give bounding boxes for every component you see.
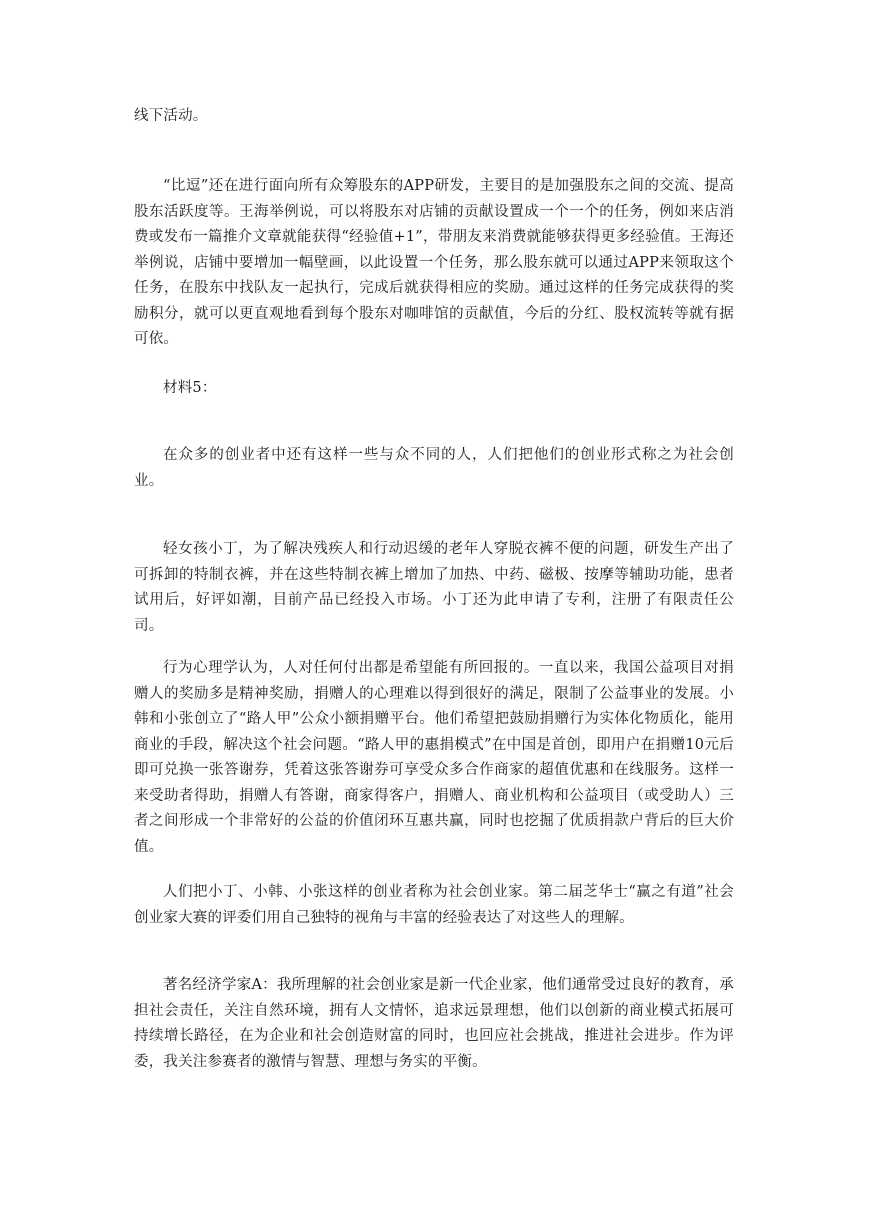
paragraph-social-entrepreneurship: 在众多的创业者中还有这样一些与众不同的人，人们把他们的创业形式称之为社会创业。: [134, 447, 734, 489]
paragraph-bidou-app: “比逗”还在进行面向所有众筹股东的APP研发，主要目的是加强股东之间的交流、提高股东活跃度等。王海举例说，可以将股东对店铺的贡献设置成一个一个的任务，例如来店消费或发布一篇推介文章就能获得“经验值+1”，带朋友来消费就能够获得更多经验值。王海还举例说，店铺中要增加一幅壁画，以此设置一个任务，那么股东就可以通过APP来领取这个任务，在股东中找队友一起执行，完成后就获得相应的奖励。通过这样的任务完成获得的奖励积分，就可以更直观地看到每个股东对咖啡馆的贡献值，今后的分红、股权流转等就有据可依。: [134, 178, 734, 347]
paragraph-continuation: 线下活动。: [134, 108, 208, 124]
paragraph-social-entrepreneurs: 人们把小丁、小韩、小张这样的创业者称为社会创业家。第二届芝华士“赢之有道”社会创业家大赛的评委们用自己独特的视角与丰富的经验表达了对这些人的理解。: [134, 884, 734, 926]
paragraph-xiaoding: 轻女孩小丁，为了解决残疾人和行动迟缓的老年人穿脱衣裤不便的问题，研发生产出了可拆卸的特制衣裤，并在这些特制衣裤上增加了加热、中药、磁极、按摩等辅助功能，患者试用后，好评如潮，目前产品已经投入市场。小丁还为此申请了专利，注册了有限责任公司。: [134, 541, 734, 634]
paragraph-economist-a: 著名经济学家A：我所理解的社会创业家是新一代企业家，他们通常受过良好的教育，承担社会责任，关注自然环境，拥有人文情怀，追求远景理想，他们以创新的商业模式拓展可持续增长路径，在为企业和社会创造财富的同时，也回应社会挑战，推进社会进步。作为评委，我关注参赛者的激情与智慧、理想与务实的平衡。: [134, 977, 734, 1070]
material-5-heading: 材料5：: [163, 380, 217, 396]
paragraph-lurenjia: 行为心理学认为，人对任何付出都是希望能有所回报的。一直以来，我国公益项目对捐赠人的奖励多是精神奖励，捐赠人的心理难以得到很好的满足，限制了公益事业的发展。小韩和小张创立了“路人甲”公众小额捐赠平台。他们希望把鼓励捐赠行为实体化物质化，能用商业的手段，解决这个社会问题。“路人甲的惠捐模式”在中国是首创，即用户在捐赠10元后即可兑换一张答谢券，凭着这张答谢券可享受众多合作商家的超值优惠和在线服务。这样一来受助者得助，捐赠人有答谢，商家得客户，捐赠人、商业机构和公益项目（或受助人）三者之间形成一个非常好的公益的价值闭环互惠共赢，同时也挖掘了优质捐款户背后的巨大价值。: [134, 660, 734, 855]
